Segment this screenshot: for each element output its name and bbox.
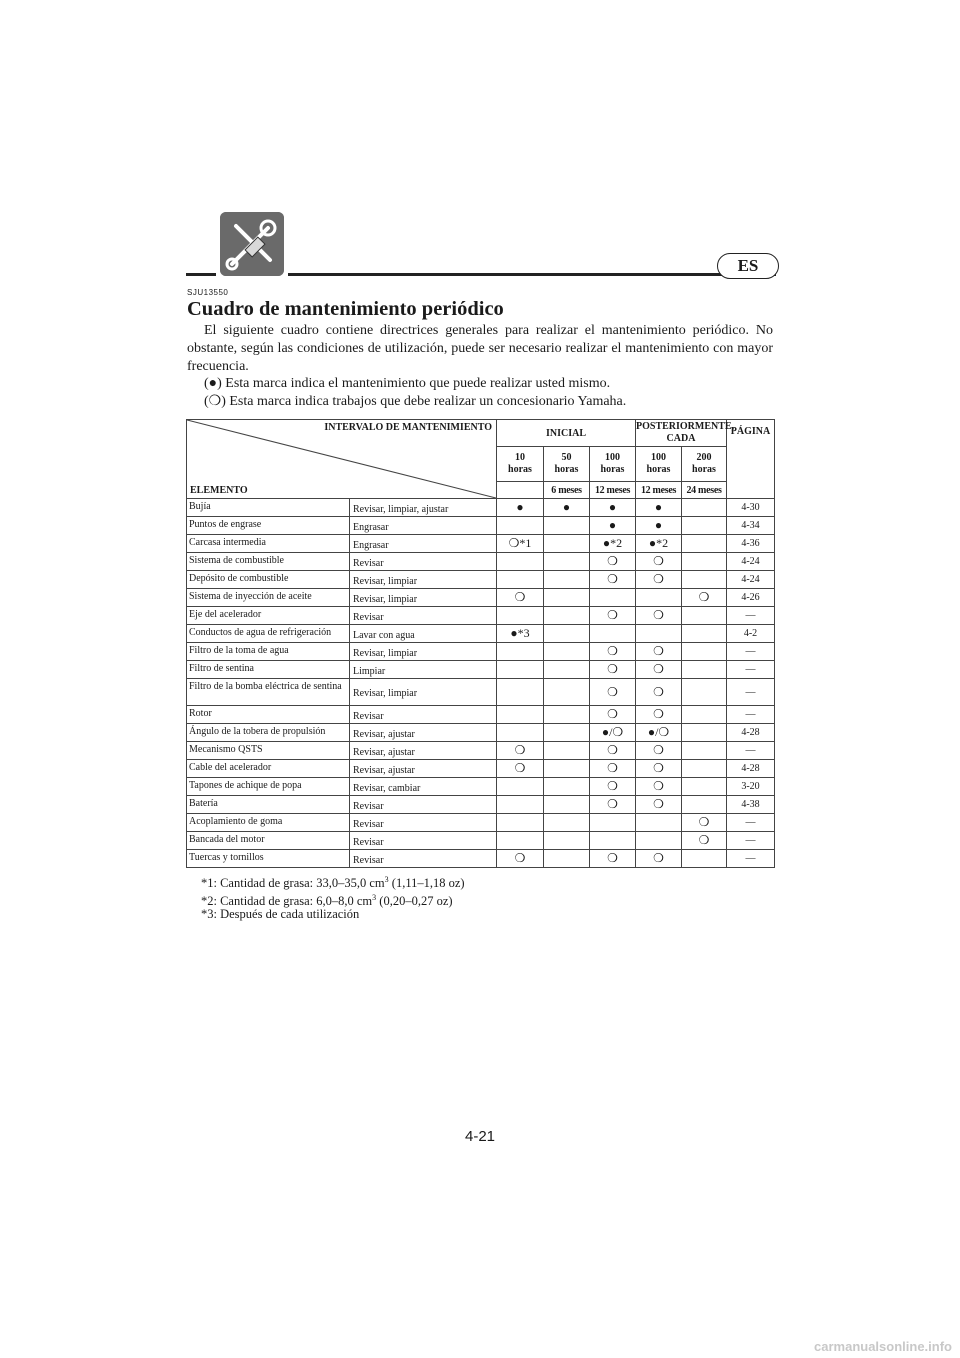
interval-mark-cell [590,589,636,607]
interval-mark-cell: ❍ [636,742,682,760]
page-ref-cell: 4-24 [727,571,775,589]
item-cell: Sistema de combustible [187,553,350,571]
action-cell: Lavar con agua [350,625,497,643]
page-ref-cell: 4-38 [727,796,775,814]
action-cell: Revisar, cambiar [350,778,497,796]
item-cell: Filtro de sentina [187,661,350,679]
hours-header-1: 50 horas [544,447,590,482]
action-cell: Revisar [350,850,497,868]
interval-mark-cell [682,778,727,796]
interval-mark-cell [636,589,682,607]
table-row [187,589,775,607]
table-row [187,607,775,625]
interval-mark-cell [544,778,590,796]
interval-mark-cell [497,778,544,796]
item-cell: Carcasa intermedia [187,535,350,553]
interval-mark-cell [497,832,544,850]
interval-mark-cell: ❍ [590,607,636,625]
page-ref-cell: 4-24 [727,553,775,571]
action-cell: Revisar [350,607,497,625]
interval-mark-cell: ● [590,517,636,535]
interval-mark-cell [590,832,636,850]
action-cell: Limpiar [350,661,497,679]
table-row [187,796,775,814]
watermark: carmanualsonline.info [814,1339,952,1354]
page-ref-cell: 4-2 [727,625,775,643]
interval-mark-cell [682,625,727,643]
interval-mark-cell [636,625,682,643]
interval-mark-cell [544,850,590,868]
table-row [187,742,775,760]
interval-mark-cell: ●*2 [590,535,636,553]
interval-mark-cell: ● [497,499,544,517]
page-ref-cell: — [727,832,775,850]
table-row [187,553,775,571]
interval-mark-cell [682,535,727,553]
hours-header-3: 100 horas [636,447,682,482]
interval-mark-cell [682,679,727,706]
hours-header-0: 10 horas [497,447,544,482]
interval-mark-cell: ❍ [682,832,727,850]
table-row [187,778,775,796]
item-cell: Bujía [187,499,350,517]
interval-mark-cell: ❍ [636,796,682,814]
interval-label: INTERVALO DE MANTENIMIENTO [324,422,492,433]
page-ref-cell: 4-30 [727,499,775,517]
maintenance-table [186,419,775,868]
item-cell: Filtro de la toma de agua [187,643,350,661]
page-title: Cuadro de mantenimiento periódico [187,298,504,320]
footnotes [201,873,465,922]
interval-mark-cell: ❍ [590,850,636,868]
item-cell: Rotor [187,706,350,724]
table-row [187,571,775,589]
interval-mark-cell [544,661,590,679]
interval-mark-cell [497,814,544,832]
item-cell: Eje del acelerador [187,607,350,625]
interval-mark-cell [590,814,636,832]
initial-header: INICIAL [497,420,636,447]
interval-mark-cell: ❍ [590,760,636,778]
months-header-0: 6 meses [544,482,590,499]
action-cell: Revisar [350,706,497,724]
page-ref-cell: — [727,706,775,724]
page-ref-cell: 4-28 [727,724,775,742]
item-cell: Bancada del motor [187,832,350,850]
action-cell: Revisar, limpiar [350,643,497,661]
interval-mark-cell: ● [636,499,682,517]
table-row [187,535,775,553]
item-cell: Cable del acelerador [187,760,350,778]
item-cell: Batería [187,796,350,814]
interval-mark-cell: ❍ [590,643,636,661]
months-header-1: 12 meses [590,482,636,499]
page-ref-cell: 4-26 [727,589,775,607]
interval-mark-cell: ❍ [636,607,682,625]
interval-mark-cell [497,706,544,724]
interval-mark-cell: ●/❍ [590,724,636,742]
page-ref-cell: — [727,814,775,832]
interval-mark-cell: ❍ [497,850,544,868]
item-cell: Tuercas y tornillos [187,850,350,868]
action-cell: Revisar, limpiar [350,571,497,589]
item-cell: Sistema de inyección de aceite [187,589,350,607]
interval-mark-cell: ❍ [636,760,682,778]
interval-mark-cell: ❍ [636,571,682,589]
interval-mark-cell [544,535,590,553]
interval-mark-cell [544,625,590,643]
interval-mark-cell: ❍ [636,679,682,706]
interval-mark-cell: ❍ [636,850,682,868]
interval-mark-cell [682,706,727,724]
interval-mark-cell [682,661,727,679]
interval-mark-cell [682,499,727,517]
page-header: PÁGINA [727,420,775,499]
table-row [187,517,775,535]
table-row [187,760,775,778]
interval-mark-cell [544,724,590,742]
interval-mark-cell: ❍ [590,742,636,760]
action-cell: Revisar [350,832,497,850]
interval-mark-cell: ❍ [590,706,636,724]
interval-mark-cell [544,814,590,832]
interval-mark-cell [544,679,590,706]
action-cell: Engrasar [350,517,497,535]
table-row [187,661,775,679]
interval-mark-cell [682,742,727,760]
table-row [187,814,775,832]
table-row [187,850,775,868]
page-ref-cell: 4-36 [727,535,775,553]
interval-mark-cell [497,607,544,625]
action-cell: Revisar [350,796,497,814]
interval-mark-cell [497,571,544,589]
interval-mark-cell: ●*3 [497,625,544,643]
interval-mark-cell [497,661,544,679]
page-ref-cell: 3-20 [727,778,775,796]
table-row [187,679,775,706]
item-cell: Conductos de agua de refrigeración [187,625,350,643]
interval-mark-cell [544,832,590,850]
item-cell: Filtro de la bomba eléctrica de sentina [187,679,350,706]
page-ref-cell: — [727,661,775,679]
interval-mark-cell: ●*2 [636,535,682,553]
interval-mark-cell: ❍ [590,553,636,571]
page-ref-cell: — [727,679,775,706]
interval-mark-cell: ❍ [497,589,544,607]
footnote-1: *1: Cantidad de grasa: 33,0–35,0 $cm^3$ (1,11–1,18 oz) [201,875,465,891]
maintenance-tools-icon [220,212,284,276]
action-cell: Revisar [350,814,497,832]
interval-mark-cell: ● [636,517,682,535]
page-ref-cell: 4-28 [727,760,775,778]
interval-mark-cell [682,724,727,742]
interval-mark-cell: ❍ [497,742,544,760]
page-ref-cell: — [727,643,775,661]
interval-mark-cell [497,643,544,661]
thereafter-header: POSTERIORMENTE, CADA [636,420,727,447]
interval-mark-cell: ❍ [682,589,727,607]
table-row [187,499,775,517]
interval-mark-cell [544,589,590,607]
table-body [187,499,775,868]
interval-mark-cell: ❍ [682,814,727,832]
interval-mark-cell [682,850,727,868]
months-header-3: 24 meses [682,482,727,499]
item-cell: Acoplamiento de goma [187,814,350,832]
item-cell: Depósito de combustible [187,571,350,589]
interval-mark-cell [682,517,727,535]
action-cell: Engrasar [350,535,497,553]
interval-mark-cell [636,814,682,832]
header-rule-right [288,273,776,276]
interval-mark-cell [682,760,727,778]
interval-mark-cell [544,643,590,661]
months-header-2: 12 meses [636,482,682,499]
table-row [187,832,775,850]
page-ref-cell: 4-34 [727,517,775,535]
interval-mark-cell [497,796,544,814]
action-cell: Revisar, ajustar [350,724,497,742]
table-row [187,706,775,724]
footnote-2: *2: Cantidad de grasa: 6,0–8,0 $cm^3$ (0,20–0,27 oz) [201,892,453,908]
interval-mark-cell: ●/❍ [636,724,682,742]
section-code: SJU13550 [187,288,229,297]
interval-mark-cell [590,625,636,643]
interval-mark-cell: ❍ [636,643,682,661]
action-cell: Revisar, limpiar [350,589,497,607]
interval-mark-cell: ❍ [590,778,636,796]
page-number: 4-21 [464,1128,496,1145]
header-rule-left [186,273,216,276]
interval-mark-cell [497,724,544,742]
interval-mark-cell: ❍ [636,778,682,796]
interval-mark-cell: ❍ [636,553,682,571]
interval-mark-cell [544,796,590,814]
action-cell: Revisar, limpiar [350,679,497,706]
legend-owner-mark: (●) Esta marca indica el mantenimiento que puede realizar usted mismo. [204,376,611,391]
interval-mark-cell: ❍ [636,706,682,724]
action-cell: Revisar, limpiar, ajustar [350,499,497,517]
page-ref-cell: — [727,742,775,760]
table-corner-header [187,420,497,499]
interval-mark-cell: ❍ [590,796,636,814]
interval-mark-cell [682,571,727,589]
interval-mark-cell [682,796,727,814]
interval-mark-cell: ❍ [497,760,544,778]
hours-header-4: 200 horas [682,447,727,482]
action-cell: Revisar, ajustar [350,742,497,760]
intro-paragraph: El siguiente cuadro contiene directrices generales para realizar el mantenimiento periódico. No obstante, según las condiciones de utilización, puede ser necesario realizar el mantenimiento con mayor frecuencia. [187,323,773,374]
interval-mark-cell [544,571,590,589]
item-cell: Ángulo de la tobera de propulsión [187,724,350,742]
interval-mark-cell: ❍ [590,679,636,706]
action-cell: Revisar, ajustar [350,760,497,778]
interval-mark-cell: ● [544,499,590,517]
interval-mark-cell [544,517,590,535]
item-cell: Puntos de engrase [187,517,350,535]
interval-mark-cell: ❍ [590,661,636,679]
page-ref-cell: — [727,850,775,868]
interval-mark-cell [497,553,544,571]
interval-mark-cell [544,607,590,625]
months-header-empty [497,482,544,499]
interval-mark-cell: ❍*1 [497,535,544,553]
interval-mark-cell [544,760,590,778]
item-label: ELEMENTO [190,485,248,496]
page-ref-cell: — [727,607,775,625]
interval-mark-cell [544,742,590,760]
interval-mark-cell: ● [590,499,636,517]
interval-mark-cell [497,679,544,706]
interval-mark-cell: ❍ [636,661,682,679]
legend-dealer-mark: (❍) Esta marca indica trabajos que debe realizar un concesionario Yamaha. [204,394,627,409]
table-row [187,625,775,643]
interval-mark-cell [682,607,727,625]
action-cell: Revisar [350,553,497,571]
hours-header-2: 100 horas [590,447,636,482]
interval-mark-cell [544,553,590,571]
footnote-3: *3: Después de cada utilización [201,907,360,922]
interval-mark-cell [682,643,727,661]
table-row [187,724,775,742]
interval-mark-cell: ❍ [590,571,636,589]
interval-mark-cell [682,553,727,571]
language-badge: ES [717,253,779,279]
interval-mark-cell [497,517,544,535]
table-row [187,643,775,661]
item-cell: Mecanismo QSTS [187,742,350,760]
interval-mark-cell [636,832,682,850]
item-cell: Tapones de achique de popa [187,778,350,796]
interval-mark-cell [544,706,590,724]
